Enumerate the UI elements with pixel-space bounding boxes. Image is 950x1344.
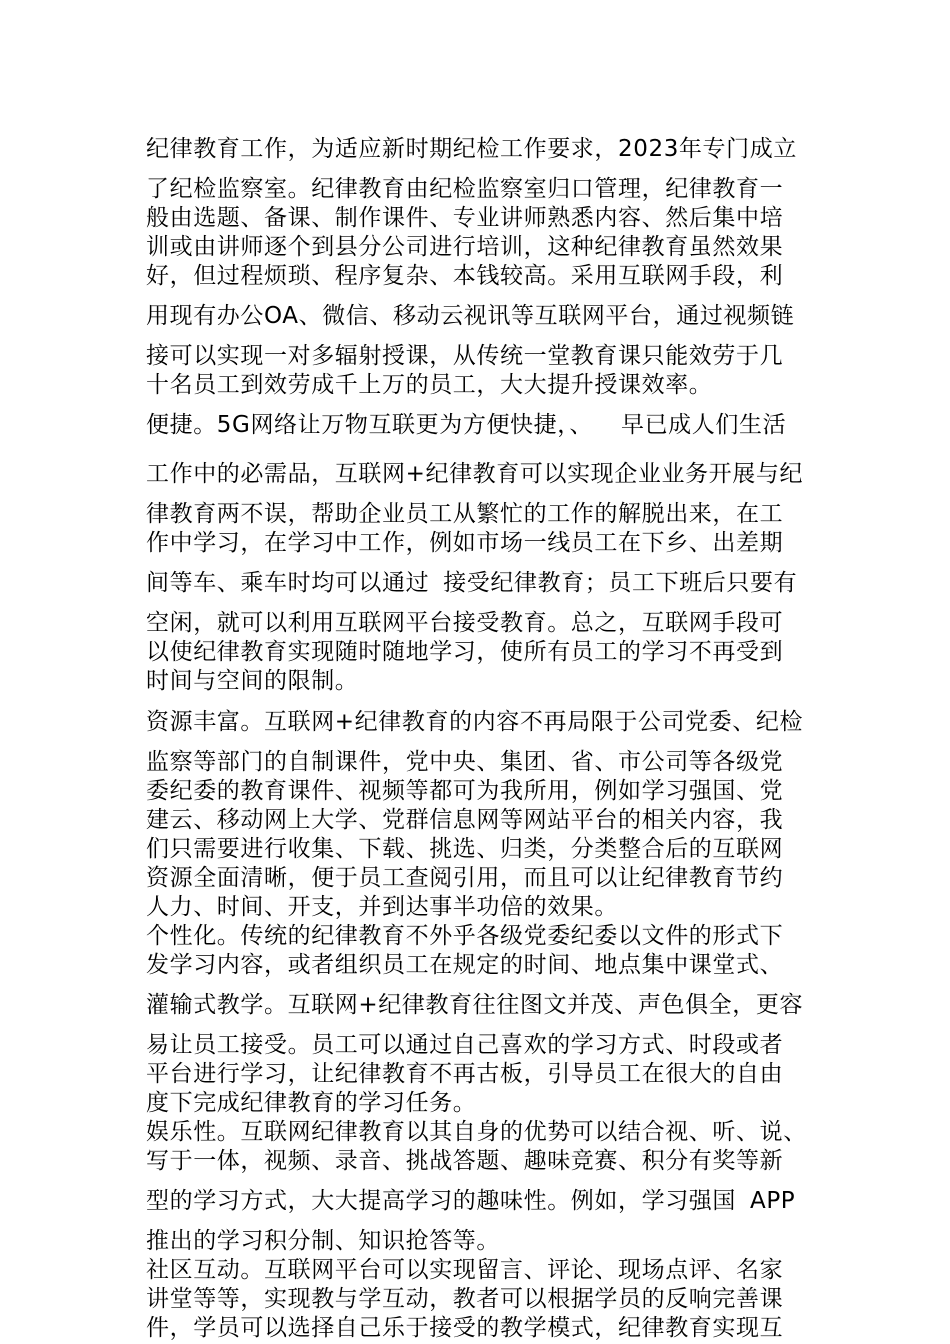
text-line: 十名员工到效劳成千上万的员工，大大提升授课效率。 [146,372,713,398]
text-line: 推出的学习积分制、知识抢答等。 [146,1228,500,1254]
text-line: 监察等部门的自制课件，党中央、集团、省、市公司等各级党 [146,749,784,775]
text-line [146,568,846,598]
text-line: 接可以实现一对多辐射授课，从传统一堂教育课只能效劳于几 [146,343,784,369]
text-line: 纪律教育工作，为适应新时期纪检工作要求，2023年专门成立 [146,136,797,162]
text-line: 训或由讲师逐个到县分公司进行培训，这种纪律教育虽然效果 [146,234,784,260]
text-line: 社区互动。互联网平台可以实现留言、评论、现场点评、名家 [146,1257,784,1283]
text-line [146,1186,846,1216]
text-line: 用现有办公OA、微信、移动云视讯等互联网平台，通过视频链 [146,303,795,329]
text-line: 个性化。传统的纪律教育不外乎各级党委纪委以文件的形式下 [146,923,784,949]
text-line: 时间与空间的限制。 [146,668,359,694]
text-line: 人力、时间、开支，并到达事半功倍的效果。 [146,894,618,920]
text-line: 工作中的必需品，互联网+纪律教育可以实现企业业务开展与纪 [146,461,804,487]
text-segment: APP [750,1188,796,1214]
text-line: 平台进行学习，让纪律教育不再古板，引导员工在很大的自由 [146,1061,784,1087]
text-segment: 便捷。5G网络让万物互联更为方便快捷，、 [146,412,593,438]
text-line: 作中学习，在学习中工作，例如市场一线员工在下乡、出差期 [146,530,784,556]
text-line: 律教育两不误，帮助企业员工从繁忙的工作的解脱出来，在工 [146,501,784,527]
text-line: 讲堂等等，实现教与学互动，教者可以根据学员的反响完善课 [146,1286,784,1312]
text-segment: 型的学习方式，大大提高学习的趣味性。例如，学习强国 [146,1188,736,1214]
text-line: 娱乐性。互联网纪律教育以其自身的优势可以结合视、听、说、 [146,1119,807,1145]
text-line: 般由选题、备课、制作课件、专业讲师熟悉内容、然后集中培 [146,205,784,231]
text-line: 灌输式教学。互联网+纪律教育往往图文并茂、声色俱全，更容 [146,992,804,1018]
text-segment: 早已成人们生活 [620,412,787,438]
text-line: 件，学员可以选择自己乐于接受的教学模式，纪律教育实现互 [146,1315,784,1341]
text-segment: 间等车、乘车时均可以通过 [146,570,430,596]
text-line: 度下完成纪律教育的学习任务。 [146,1090,477,1116]
text-line: 以使纪律教育实现随时随地学习，使所有员工的学习不再受到 [146,639,784,665]
text-line [146,410,846,440]
text-line: 委纪委的教育课件、视频等都可为我所用，例如学习强国、党 [146,778,784,804]
text-segment: 接受纪律教育；员工下班后只要有 [443,570,798,596]
text-line: 建云、移动网上大学、党群信息网等网站平台的相关内容，我 [146,807,784,833]
text-line: 们只需要进行收集、下载、挑选、归类，分类整合后的互联网 [146,836,784,862]
text-line: 资源丰富。互联网+纪律教育的内容不再局限于公司党委、纪检 [146,709,804,735]
text-line: 写于一体，视频、录音、挑战答题、趣味竞赛、积分有奖等新 [146,1148,784,1174]
text-line: 空闲，就可以利用互联网平台接受教育。总之，互联网手段可 [146,610,784,636]
text-line: 发学习内容，或者组织员工在规定的时间、地点集中课堂式、 [146,952,784,978]
text-line: 资源全面清晰，便于员工查阅引用，而且可以让纪律教育节约 [146,865,784,891]
text-line: 易让员工接受。员工可以通过自己喜欢的学习方式、时段或者 [146,1032,784,1058]
text-line: 了纪检监察室。纪律教育由纪检监察室归口管理，纪律教育一 [146,176,784,202]
text-line: 好，但过程烦琐、程序复杂、本钱较高。采用互联网手段，利 [146,263,784,289]
